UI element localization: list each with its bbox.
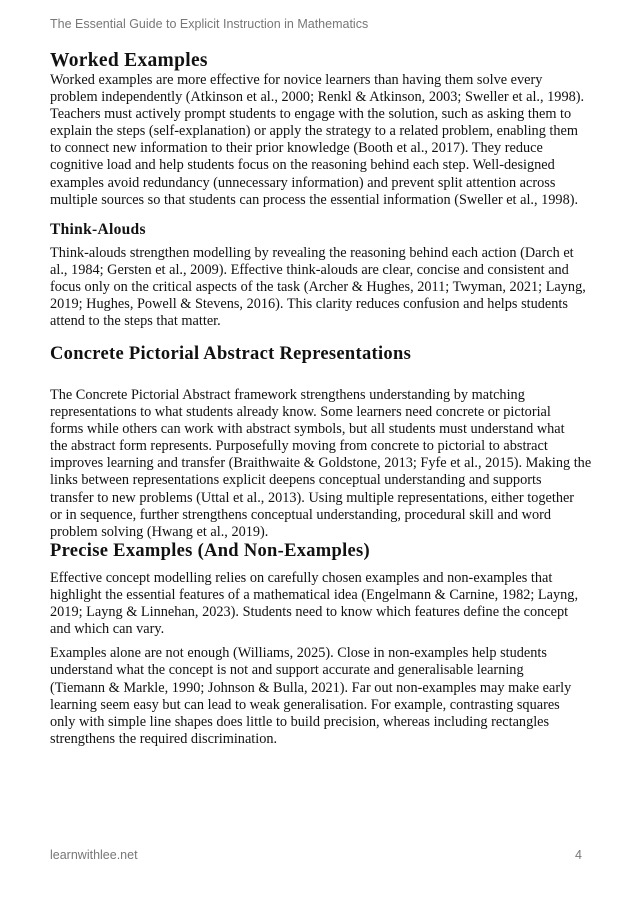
text-line: Think-alouds strengthen modelling by revealing the reasoning behind each action (Darch et: [50, 245, 574, 261]
text-line: highlight the essential features of a mathematical idea (Engelmann & Carnine, 1982; Layng,: [50, 587, 579, 604]
text-line: transfer to new problems (Uttal et al., 2013). Using multiple representations, either together: [50, 489, 575, 506]
text-line: learning seem easy but can lead to weak generalisation. For example, contrasting squares: [50, 696, 560, 713]
text-line: only with simple line shapes does little to build precision, whereas including rectangles: [50, 713, 550, 730]
text-line: the abstract form represents. Purposefully moving from concrete to pictorial to abstract: [50, 438, 548, 455]
text-line: forms while others can work with abstract symbols, but all students must understand what: [50, 421, 565, 438]
text-line: links between representations explicit deepens conceptual understanding and supports: [50, 472, 542, 489]
paragraph: [50, 645, 590, 748]
section-heading: Concrete Pictorial Abstract Representations: [50, 344, 412, 364]
text-line: 2019; Hughes, Powell & Stevens, 2016). This clarity reduces confusion and helps students: [50, 296, 568, 313]
section-heading: Think-Alouds: [50, 221, 146, 238]
footer-site: learnwithlee.net: [50, 848, 138, 862]
paragraph: [50, 72, 590, 209]
section-heading: Worked Examples: [50, 50, 208, 71]
text-line: problem solving (Hwang et al., 2019).: [50, 523, 269, 540]
text-line: understand what the concept is not and support accurate and generalisable learning: [50, 662, 524, 679]
text-line: Worked examples are more effective for novice learners than having them solve every: [50, 72, 543, 88]
text-line: attend to the steps that matter.: [50, 313, 221, 330]
text-line: cognitive load and help students focus on the reasoning behind each step. Well-designed: [50, 157, 555, 174]
text-line: to connect new information to their prior knowledge (Booth et al., 2017). They reduce: [50, 140, 543, 157]
text-line: representations to what students already know. Some learners need concrete or pictorial: [50, 404, 551, 421]
paragraph: [50, 570, 590, 638]
section-precise-examples: [50, 541, 590, 748]
text-line: Teachers must actively prompt students to engage with the solution, such as asking them to: [50, 106, 572, 123]
text-line: or in sequence, further strengthens conceptual understanding, procedural skill and word: [50, 506, 552, 523]
text-line: examples avoid redundancy (unnecessary information) and prevent split attention across: [50, 174, 556, 191]
section-cpa-representations: [50, 344, 590, 541]
text-line: problem independently (Atkinson et al., 2000; Renkl & Atkinson, 2003; Sweller et al., 1998).: [50, 89, 585, 106]
text-line: focus only on the critical aspects of the task (Archer & Hughes, 2011; Twyman, 2021; Layng,: [50, 279, 586, 296]
paragraph: [50, 245, 590, 330]
text-line: 2019; Layng & Linnehan, 2023). Students need to know which features define the concept: [50, 604, 569, 621]
text-line: strengthens the required discrimination.: [50, 730, 278, 747]
text-line: multiple sources so that students can process the essential information (Sweller et al., 1998).: [50, 191, 579, 208]
text-line: and which can vary.: [50, 621, 165, 638]
paragraph: [50, 387, 590, 541]
text-line: Effective concept modelling relies on carefully chosen examples and non-examples that: [50, 570, 553, 586]
section-think-alouds: [50, 221, 590, 330]
page-number: 4: [575, 848, 582, 862]
text-line: The Concrete Pictorial Abstract framework strengthens understanding by matching: [50, 387, 525, 403]
section-heading: Precise Examples (And Non-Examples): [50, 541, 371, 561]
text-line: al., 1984; Gersten et al., 2009). Effective think-alouds are clear, concise and consistent and: [50, 262, 569, 279]
text-line: improves learning and transfer (Braithwaite & Goldstone, 2013; Fyfe et al., 2015). Making the: [50, 455, 592, 472]
running-header: The Essential Guide to Explicit Instruction in Mathematics: [50, 17, 369, 31]
text-line: Examples alone are not enough (Williams, 2025). Close in non-examples help students: [50, 645, 547, 662]
text-line: explain the steps (self-explanation) or apply the strategy to a related problem, enabling them: [50, 123, 579, 140]
text-line: (Tiemann & Markle, 1990; Johnson & Bulla, 2021). Far out non-examples may make early: [50, 679, 572, 696]
section-worked-examples: [50, 50, 590, 209]
